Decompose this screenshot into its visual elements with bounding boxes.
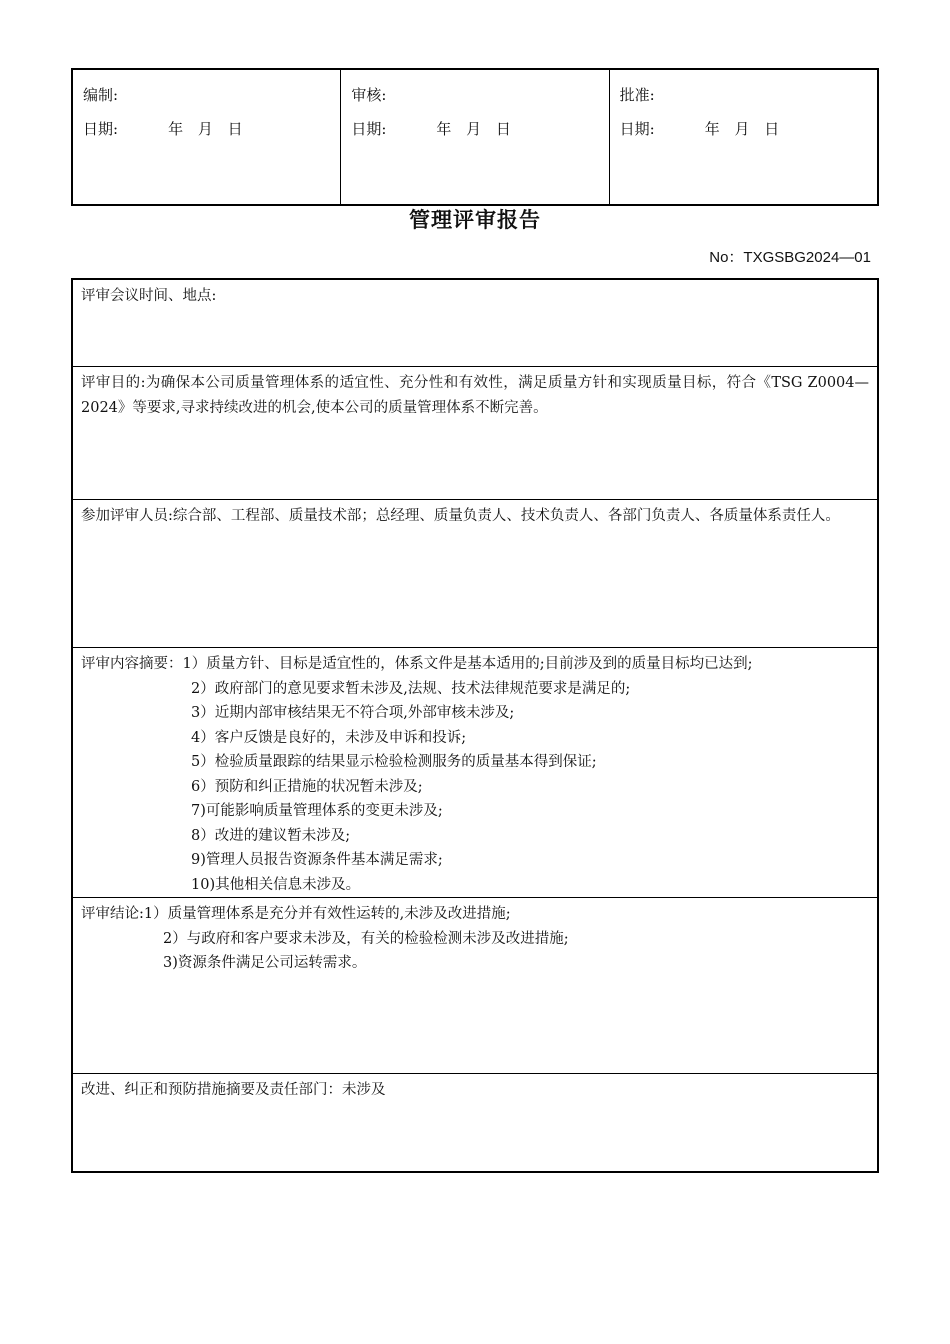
review-content-item: 7)可能影响质量管理体系的变更未涉及; — [191, 803, 443, 819]
document-number: No：TXGSBG2024—01 — [709, 249, 871, 266]
reviewed-date-format: 年 月 日 — [436, 120, 513, 138]
review-purpose-text: 评审目的:为确保本公司质量管理体系的适宜性、充分性和有效性，满足质量方针和实现质量目标，符合《TSG Z0004—2024》等要求,寻求持续改进的机会,使本公司的质量管理体系不断完善。 — [81, 375, 869, 416]
review-conclusion-head: 评审结论:1）质量管理体系是充分并有效性运转的,未涉及改进措施; — [81, 906, 511, 922]
review-content-head: 评审内容摘要：1）质量方针、目标是适宜性的，体系文件是基本适用的;目前涉及到的质量目标均已达到; — [81, 656, 753, 672]
prepared-date-label: 日期: — [83, 120, 119, 138]
review-content-item: 2）政府部门的意见要求暂未涉及,法规、技术法律规范要求是满足的; — [191, 680, 631, 697]
reviewed-date — [351, 118, 513, 139]
participants-row — [73, 499, 877, 647]
review-content-item: 4）客户反馈是良好的，未涉及申诉和投诉; — [191, 729, 467, 746]
meeting-time-place-row — [73, 280, 877, 366]
prepared-by-label: 编制: — [83, 86, 119, 104]
review-content-row — [73, 647, 877, 897]
approval-table — [71, 68, 879, 206]
review-content-item: 5）检验质量跟踪的结果显示检验检测服务的质量基本得到保证; — [191, 754, 597, 770]
reviewed-by-label: 审核: — [351, 86, 387, 104]
review-purpose-row — [73, 366, 877, 499]
approval-cell-reviewed — [341, 70, 609, 204]
review-report-table — [71, 278, 879, 1173]
approved-date-format: 年 月 日 — [704, 120, 782, 138]
review-conclusion-item: 3)资源条件满足公司运转需求。 — [163, 955, 367, 971]
approved-date — [620, 118, 782, 139]
review-content-item: 9)管理人员报告资源条件基本满足需求; — [191, 852, 443, 868]
review-content-item: 10)其他相关信息未涉及。 — [191, 876, 361, 893]
improvement-measures-text: 改进、纠正和预防措施摘要及责任部门：未涉及 — [81, 1082, 386, 1098]
review-content-item: 8）改进的建议暂未涉及; — [191, 827, 351, 844]
review-content-item: 3）近期内部审核结果无不符合项,外部审核未涉及; — [191, 705, 515, 721]
approved-by-label: 批准: — [619, 86, 655, 104]
improvement-measures-row — [73, 1073, 877, 1171]
page-title: 管理评审报告 — [409, 208, 541, 232]
participants-text: 参加评审人员:综合部、工程部、质量技术部；总经理、质量负责人、技术负责人、各部门负责人、各质量体系责任人。 — [81, 508, 840, 524]
reviewed-date-label: 日期: — [351, 120, 387, 138]
meeting-time-place-label: 评审会议时间、地点: — [81, 288, 217, 304]
review-content-item: 6）预防和纠正措施的状况暂未涉及; — [191, 778, 423, 795]
prepared-date-format: 年 月 日 — [168, 120, 245, 138]
approval-cell-prepared — [73, 70, 341, 204]
approval-cell-approved — [610, 70, 877, 204]
prepared-date — [83, 118, 245, 139]
review-conclusion-item: 2）与政府和客户要求未涉及，有关的检验检测未涉及改进措施; — [163, 930, 569, 947]
approved-date-label: 日期: — [619, 120, 655, 138]
review-conclusion-row — [73, 897, 877, 1073]
